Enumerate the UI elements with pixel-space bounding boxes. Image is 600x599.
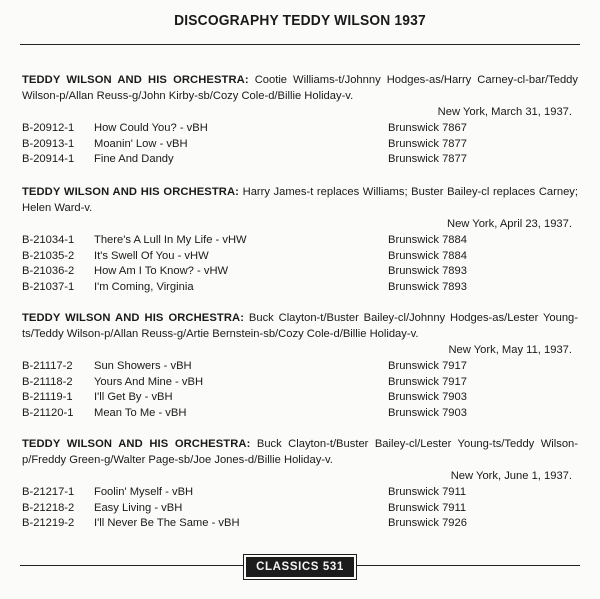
record-label: Brunswick 7893 [388,281,467,294]
track-row [22,232,578,248]
personnel-list: Harry James-t replaces Williams; Buster Bailey-cl replaces Carney; Helen Ward-v. [22,186,579,214]
track-title: Fine And Dandy [94,153,174,166]
record-label: Brunswick 7867 [388,122,467,134]
track-row [22,484,578,500]
track-row [22,405,578,421]
track-title: How Am I To Know? - vHW [94,265,229,278]
matrix-number: B-21036-2 [22,265,75,278]
matrix-number: B-20912-1 [22,122,75,134]
track-title: Moanin' Low - vBH [94,137,188,150]
track-row [22,374,578,390]
track-title: Mean To Me - vBH [94,407,187,420]
track-row [22,279,578,295]
session-personnel [22,184,578,216]
track-row [22,263,578,279]
record-label: Brunswick 7884 [388,249,467,262]
matrix-number: B-21037-1 [22,281,75,294]
record-label: Brunswick 7903 [388,391,467,404]
catalog-badge: CLASSICS 531 [246,557,354,577]
track-row [22,358,578,374]
session-personnel [22,72,578,104]
page-title: DISCOGRAPHY TEDDY WILSON 1937 [174,12,426,29]
matrix-number: B-21034-1 [22,234,75,246]
matrix-number: B-20914-1 [22,153,75,166]
place-date: New York, June 1, 1937. [450,470,572,482]
place-date: New York, April 23, 1937. [446,218,572,230]
matrix-number: B-20913-1 [22,137,75,150]
matrix-number: B-21218-2 [22,501,75,514]
band-name: TEDDY WILSON AND HIS ORCHESTRA: [22,186,239,198]
record-label: Brunswick 7884 [388,234,467,246]
record-label: Brunswick 7893 [388,265,467,278]
session-personnel [22,310,578,342]
matrix-number: B-21120-1 [22,407,74,420]
matrix-number: B-21119-1 [22,391,73,404]
session-block [22,184,578,295]
track-row [22,389,578,405]
track-title: It's Swell Of You - vHW [94,249,209,262]
matrix-number: B-21117-2 [22,360,73,372]
record-label: Brunswick 7903 [388,407,467,420]
track-row [22,151,578,167]
matrix-number: B-21118-2 [22,375,73,388]
matrix-number: B-21217-1 [22,486,75,498]
track-title: How Could You? - vBH [94,122,208,134]
matrix-number: B-21219-2 [22,517,75,530]
matrix-number: B-21035-2 [22,249,75,262]
track-row [22,515,578,531]
record-label: Brunswick 7877 [388,153,467,166]
session-block [22,310,578,421]
track-title: I'm Coming, Virginia [94,281,194,294]
track-title: I'll Get By - vBH [94,391,173,404]
track-title: Sun Showers - vBH [94,360,192,372]
track-row [22,500,578,516]
personnel-list: Cootie Williams-t/Johnny Hodges-as/Harry Carney-cl-bar/Teddy Wilson-p/Allan Reuss-g/John Kirby-sb/Cozy Cole-d/Billie Holiday-v. [22,74,578,102]
track-row [22,120,578,136]
track-row [22,136,578,152]
track-title: I'll Never Be The Same - vBH [94,517,240,530]
session-block [22,72,578,167]
record-label: Brunswick 7917 [388,360,467,372]
track-row [22,248,578,264]
personnel-list: Buck Clayton-t/Buster Bailey-cl/Lester Young-ts/Teddy Wilson-p/Freddy Green-g/Walter Page-sb/Joe Jones-d/Billie Holiday-v. [22,438,579,466]
band-name: TEDDY WILSON AND HIS ORCHESTRA: [22,74,249,86]
track-title: Yours And Mine - vBH [94,375,204,388]
track-title: Easy Living - vBH [94,501,183,514]
record-label: Brunswick 7911 [388,486,467,498]
place-date: New York, May 11, 1937. [448,344,572,356]
record-label: Brunswick 7877 [388,137,467,150]
header-rule [20,44,580,45]
band-name: TEDDY WILSON AND HIS ORCHESTRA: [22,438,251,450]
record-label: Brunswick 7917 [388,375,467,388]
personnel-list: Buck Clayton-t/Buster Bailey-cl/Johnny Hodges-as/Lester Young-ts/Teddy Wilson-p/Allan Reuss-g/Artie Bernstein-sb/Cozy Cole-d/Billie Holiday-v. [22,312,578,340]
session-personnel [22,436,578,468]
record-label: Brunswick 7926 [388,517,467,530]
track-title: There's A Lull In My Life - vHW [94,234,247,246]
session-block [22,436,578,531]
track-title: Foolin' Myself - vBH [94,486,194,498]
place-date: New York, March 31, 1937. [437,106,572,118]
band-name: TEDDY WILSON AND HIS ORCHESTRA: [22,312,245,324]
record-label: Brunswick 7911 [388,501,467,514]
